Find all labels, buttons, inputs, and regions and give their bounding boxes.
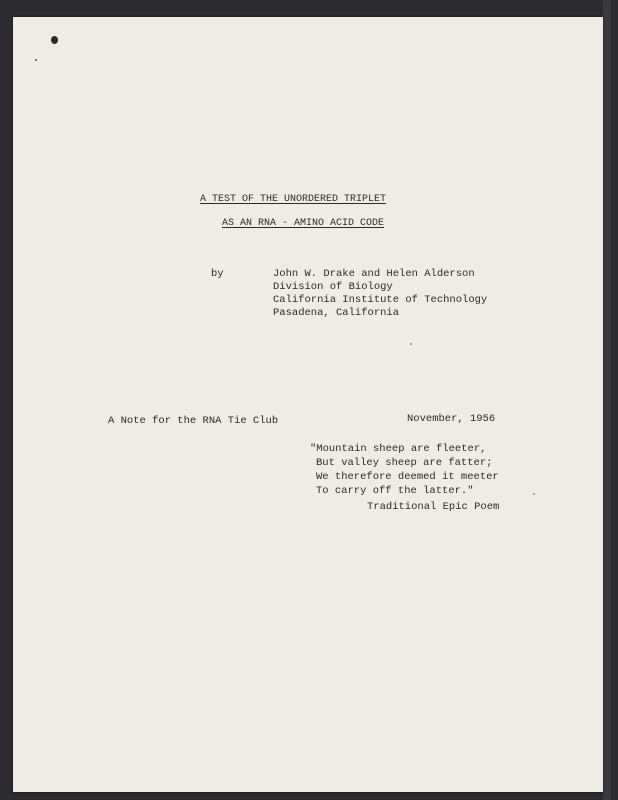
ink-speck: [410, 343, 412, 345]
epigraph-line-4: To carry off the latter.": [316, 485, 474, 497]
title-line-1: A TEST OF THE UNORDERED TRIPLET: [200, 194, 387, 205]
author-line-4: Pasadena, California: [273, 307, 400, 319]
epigraph-line-3: We therefore deemed it meeter: [316, 471, 499, 483]
epigraph-line-1: "Mountain sheep are fleeter,: [310, 443, 487, 455]
epigraph-attribution: Traditional Epic Poem: [367, 501, 500, 513]
note-line: A Note for the RNA Tie Club: [108, 415, 279, 427]
punch-hole-mark: [51, 36, 58, 44]
paper-sheet: [13, 17, 603, 792]
page-edge: [603, 0, 611, 800]
epigraph-line-2: But valley sheep are fatter;: [316, 457, 493, 469]
by-label: by: [211, 268, 224, 280]
title-line-2: AS AN RNA - AMINO ACID CODE: [222, 218, 385, 229]
author-line-3: California Institute of Technology: [273, 294, 488, 306]
ink-speck: [533, 493, 535, 495]
date-line: November, 1956: [407, 413, 496, 425]
author-line-1: John W. Drake and Helen Alderson: [273, 268, 475, 280]
author-line-2: Division of Biology: [273, 281, 393, 293]
ink-speck: [35, 59, 37, 61]
